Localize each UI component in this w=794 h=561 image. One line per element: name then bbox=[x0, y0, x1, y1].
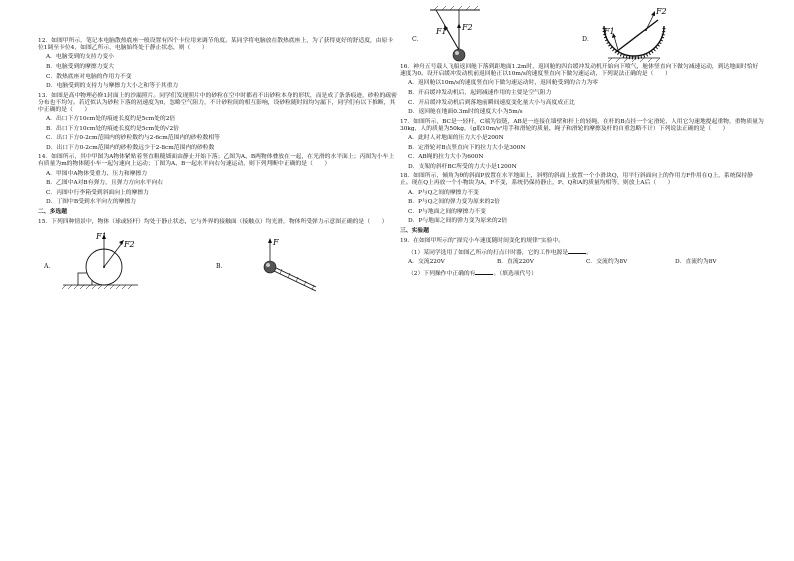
question-16: 16．神舟五号载人飞船返回舱下落到距地面1.2m时，返回舱的四台缓冲发动机开始向下喷气，舱体竖直向下做匀减速运动，到达地面时恰好速度为0。设开启缓冲发动机前返回舱正以10m/s的速度竖直向下做匀速运动，下列说法正确的是（ ） bbox=[400, 64, 759, 77]
q17-option-a: A．此时人对地面的压力大小是200N bbox=[408, 135, 504, 141]
section-heading-multiple-choice: 二、多选题 bbox=[38, 209, 67, 216]
q19-option-a: A．交流220V bbox=[408, 259, 445, 266]
q15-label-c: C． bbox=[412, 36, 423, 43]
question-13: 13．如图是高中物理必修1封面上的沙漏照片。同学们发现照片中的砂粒在空中时都看不出砂粒本身的形状，而是成了条条痕迹，砂粒的疏密分布也不均匀。若近似认为砂粒下落的初速度为0，忽略空气阻力，不计砂粒间的相互影响，设砂粒随时间均匀漏下，同学们有以下推断，其中正确的是（ ） bbox=[38, 92, 397, 113]
question-12: 12．如图甲所示，笔记本电脑散热底座一般设置有四个卡位用来调节角度。某同学将电脑放在散热底座上，为了获得更好的舒适度，由原卡位1调至卡位4，如图乙所示，电脑始终处于静止状态，则（ ） bbox=[38, 38, 394, 51]
q19-option-b: B．直流220V bbox=[497, 259, 534, 266]
q18-option-a: A．P与Q之间的摩擦力不变 bbox=[408, 189, 479, 196]
q15-figures-ab bbox=[38, 229, 398, 293]
q15-figures-cd bbox=[400, 6, 764, 62]
q15-label-b: B． bbox=[216, 262, 227, 270]
figure-d-label-f1: F1 bbox=[604, 27, 615, 36]
q12-option-d: D．电脑受到的支持力与摩擦力大小之和等于其重力 bbox=[46, 83, 179, 90]
figure-d-label-f2: F2 bbox=[656, 7, 667, 16]
figure-c-hanging-ball bbox=[422, 6, 492, 62]
q19-sub1-options bbox=[408, 259, 764, 266]
q18-option-b: B．P与Q之间的弹力变为原来的2倍 bbox=[408, 199, 500, 206]
q18-option-c: C．P与地面之间的摩擦力不变 bbox=[408, 208, 486, 215]
q12-option-a: A．电脑受到的支持力变小 bbox=[46, 54, 114, 61]
question-17: 17．如图所示，BC是一轻杆，C端为铰链，AB是一连接在墙壁和杆上的轻绳，在杆的B点挂一个定滑轮，人用它匀速地提起重物，重物质量为30kg，人的质量为50kg，（g取10m/s²用手和滑轮的质量、绳子和滑轮的摩擦及杆的自重忽略不计）下列说法正确的是（ ） bbox=[400, 118, 764, 132]
q15-label-d: D． bbox=[582, 36, 594, 43]
q14-option-a: A．甲图中A物体受重力、压力和摩擦力 bbox=[46, 170, 148, 177]
q17-option-b: B．定滑轮对B点竖直向下的拉力大小是300N bbox=[408, 144, 526, 151]
figure-c-label-f1: F1 bbox=[436, 27, 447, 36]
left-column bbox=[38, 38, 398, 293]
q14-option-c: C．丙图中行李箱受到斜面向上的摩擦力 bbox=[46, 189, 149, 196]
q13-option-c: C．出口下方0-2cm范围内的砂粒数约与2-6cm范围内的砂粒数相等 bbox=[46, 135, 220, 142]
figure-a-label-f2: F2 bbox=[124, 239, 135, 249]
q19-sub2-end: 。（填选项代号） bbox=[493, 271, 537, 278]
q19-sub1 bbox=[408, 248, 764, 257]
question-19: 19．在如图甲所示的“探究小车速度随时间变化的规律”实验中。 bbox=[400, 238, 565, 245]
q16-option-d: D．返回舱在地面0.3m时的速度大小为5m/s bbox=[408, 109, 523, 116]
question-18: 18．如图所示，倾角为θ的斜面P放置在水平地面上，斜劈的斜面上放置一个小滑块Q，用平行斜面向上的作用力F作用在Q上，系统保持静止。现在Q上再放一个小物块为A，F不变，系统仍保持静止，P、Q和A的质量均相等，则放上A后（ ） bbox=[400, 173, 753, 187]
figure-c-label-f2: F2 bbox=[462, 23, 473, 32]
q19-sub1-text: （1）某同学选用了如图乙所示的打点计时器，它的工作电源是 bbox=[408, 249, 569, 256]
q16-option-b: B．开启缓冲发动机后，起到减速作用的主要是空气阻力 bbox=[408, 89, 552, 96]
q19-option-d: D．直流约为8V bbox=[675, 259, 717, 266]
q19-sub2-blank bbox=[475, 269, 493, 275]
question-14: 14．如图所示，其中甲图为A物体紧贴着竖直粗糙墙面由静止开始下落；乙图为A、B两物体叠放在一起，在光滑的水平面上；丙图为小车上有质量为m的物体随小车一起匀速向上运动；丁图为A、B一起水平向右匀速运动，则下列判断中正确的是（ ） bbox=[38, 154, 395, 168]
q12-option-b: B．电脑受到的摩擦力变大 bbox=[46, 63, 115, 70]
q17-option-d: D．支架的斜杆BC所受的力大小是1200N bbox=[408, 163, 517, 170]
figure-b-rod-on-incline bbox=[230, 229, 326, 293]
right-column bbox=[400, 6, 764, 281]
q14-option-d: D．丁图中B受到水平向左的摩擦力 bbox=[46, 199, 137, 206]
figure-b-label-f: F bbox=[273, 237, 279, 247]
figure-a-ball-on-step bbox=[58, 229, 148, 293]
q13-option-d: D．出口下方0-2cm范围内的砂粒数远少于2-8cm范围内的砂粒数 bbox=[46, 144, 215, 151]
section-heading-experiment: 三、实验题 bbox=[400, 228, 429, 235]
q19-sub2-text: （2）下列操作中正确的有 bbox=[408, 271, 476, 278]
question-15: 15．下列四种情景中，物体（球或轻杆）均处于静止状态，它与外界的接触面（接触点）均光滑，物体所受弹力示意图正确的是（ ） bbox=[38, 219, 388, 226]
q12-option-c: C．散热底座对电脑的作用力不变 bbox=[46, 73, 132, 80]
q14-option-b: B．乙图中A对B有弹力，且弹力方向水平向右 bbox=[46, 180, 164, 187]
q15-label-a: A． bbox=[44, 262, 55, 270]
q17-option-c: C．AB绳的拉力大小为600N bbox=[408, 154, 484, 161]
q16-option-c: C．开启缓冲发动机后到落地前瞬间速度变化量大小与高度成正比 bbox=[408, 99, 575, 106]
q13-option-b: B．出口下方10cm处的痕迹长度约是5cm处的√2倍 bbox=[46, 125, 179, 132]
q18-option-d: D．P与地面之间的弹力变为原来的2倍 bbox=[408, 218, 508, 225]
q19-sub2 bbox=[408, 269, 764, 278]
q19-sub1-end: 。 bbox=[586, 249, 593, 256]
q19-option-c: C．交流约为8V bbox=[586, 259, 628, 266]
figure-a-label-f1: F1 bbox=[96, 231, 107, 241]
q16-option-a: A．返回舱以10m/s的速度竖直向下做匀速运动时，返回舱受到的合力为零 bbox=[408, 80, 599, 87]
figure-d-rod-in-bowl bbox=[594, 6, 674, 62]
q13-option-a: A．出口下方10cm处的痕迹长度约是5cm处的2倍 bbox=[46, 115, 176, 122]
q19-sub1-blank bbox=[568, 248, 586, 254]
